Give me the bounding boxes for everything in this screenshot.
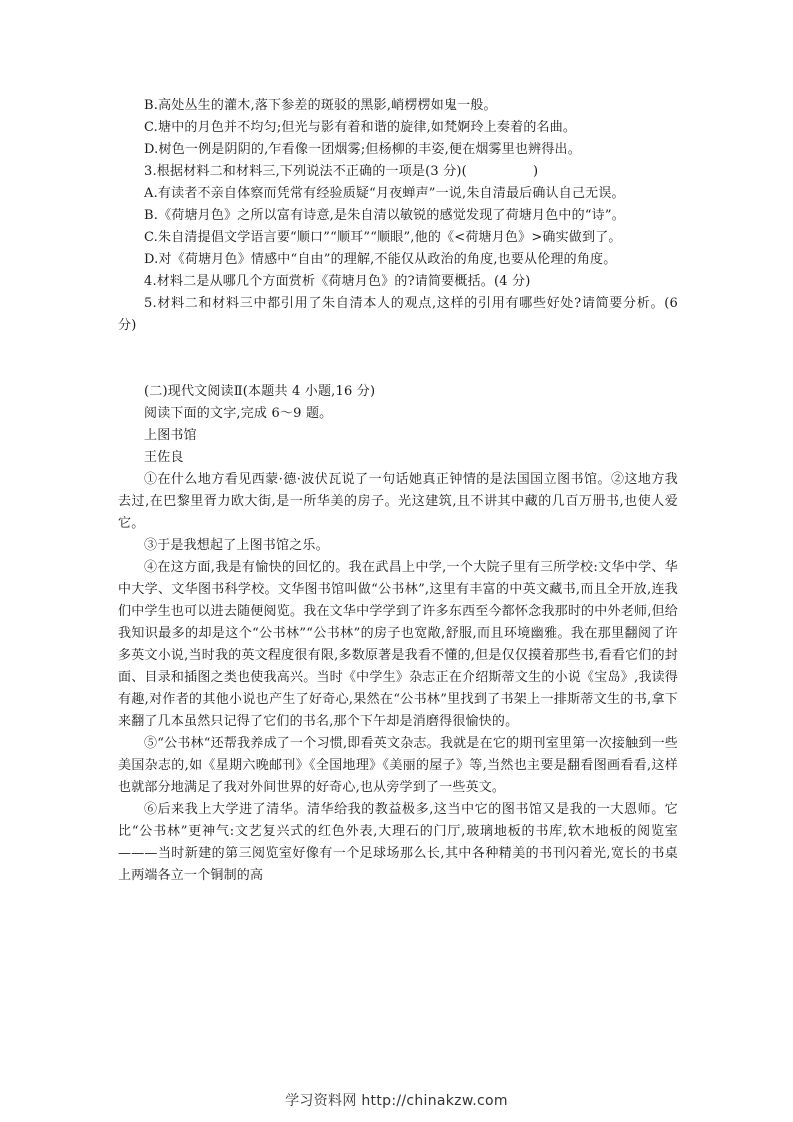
section-spacer (118, 337, 678, 381)
option-c: C.塘中的月色并不均匀;但光与影有着和谐的旋律,如梵婀玲上奏着的名曲。 (144, 120, 577, 135)
page-footer: 学习资料网 http://chinakzw.com (285, 1093, 508, 1109)
section-heading: (二)现代文阅读Ⅱ(本题共 4 小题,16 分) (144, 384, 376, 399)
section-instruction: 阅读下面的文字,完成 6～9 题。 (144, 406, 333, 421)
question-5: 5.材料二和材料三中都引用了朱自清本人的观点,这样的引用有哪些好处?请简要分析。(6 分) (118, 296, 678, 333)
document-page (118, 95, 678, 887)
question-4: 4.材料二是从哪几个方面赏析《荷塘月色》的?请简要概括。(4 分) (144, 274, 531, 289)
question-3-option-d: D.对《荷塘月色》情感中“自由”的理解,不能仅从政治的角度,也要从伦理的角度。 (144, 252, 617, 267)
article-paragraph: ③于是我想起了上图书馆之乐。 (144, 538, 329, 553)
question-3-option-b: B.《荷塘月色》之所以富有诗意,是朱自清以敏锐的感觉发现了荷塘月色中的“诗”。 (144, 208, 625, 223)
question-3-option-c: C.朱自清提倡文学语言要“顺口”“顺耳”“顺眼”,他的《<荷塘月色》>确实做到了。 (144, 230, 622, 245)
question-3: 3.根据材料二和材料三,下列说法不正确的一项是(3 分)( ) (144, 164, 539, 179)
article-paragraph: ①在什么地方看见西蒙·德·波伏瓦说了一句话她真正钟情的是法国国立图书馆。②这地方我去过,在巴黎里胥力欧大街,是一所华美的房子。光这建筑,且不讲其中藏的几百万册书,也使人爱它。 (118, 472, 678, 531)
option-d: D.树色一例是阴阴的,乍看像一团烟雾;但杨柳的丰姿,便在烟雾里也辨得出。 (144, 142, 581, 157)
question-3-option-a: A.有读者不亲自体察而凭常有经验质疑“月夜蝉声”一说,朱自清最后确认自己无误。 (144, 186, 625, 201)
article-author: 王佐良 (144, 450, 184, 465)
option-b: B.高处丛生的灌木,落下参差的斑驳的黑影,峭楞楞如鬼一般。 (144, 98, 497, 113)
article-title: 上图书馆 (144, 428, 197, 443)
article-paragraph: ④在这方面,我是有愉快的回忆的。我在武昌上中学,一个大院子里有三所学校:文华中学、华中大学、文华图书科学校。文华图书馆叫做“公书林”,这里有丰富的中英文藏书,而且全开放,连我们中学生也可以进去随便阅览。我在文华中学学到了许多东西至今都怀念我那时的中外老师,但给我知识最多的却是这个“公书林”“公书林”的房子也宽敞,舒服,而且环境幽雅。我在那里翻阅了许多英文小说,当时我的英文程度很有限,多数原著是我看不懂的,但是仅仅摸着那些书,看看它们的封面、目录和插图之类也使我高兴。当时《中学生》杂志正在介绍斯蒂文生的小说《宝岛》,我读得有趣,对作者的其他小说也产生了好奇心,果然在“公书林”里找到了书架上一排斯蒂文生的书,拿下来翻了几本虽然只记得了它们的书名,那个下午却是消磨得很愉快的。 (118, 560, 678, 729)
article-paragraph: ⑤“公书林“还帮我养成了一个习惯,即看英文杂志。我就是在它的期刊室里第一次接触到一些美国杂志的,如《星期六晚邮刊》《全国地理》《美丽的屋子》等,当然也主要是翻看图画看看,这样也就部分地满足了我对外间世界的好奇心,也从旁学到了一些英文。 (118, 736, 678, 795)
article-paragraph: ⑥后来我上大学进了清华。清华给我的教益极多,这当中它的图书馆又是我的一大恩师。它比“公书林”更神气:文艺复兴式的红色外表,大理石的门厅,玻璃地板的书库,软木地板的阅览室———当时新建的第三阅览室好像有一个足球场那么长,其中各种精美的书刊闪着光,宽长的书桌上两端各立一个铜制的高 (118, 802, 678, 883)
